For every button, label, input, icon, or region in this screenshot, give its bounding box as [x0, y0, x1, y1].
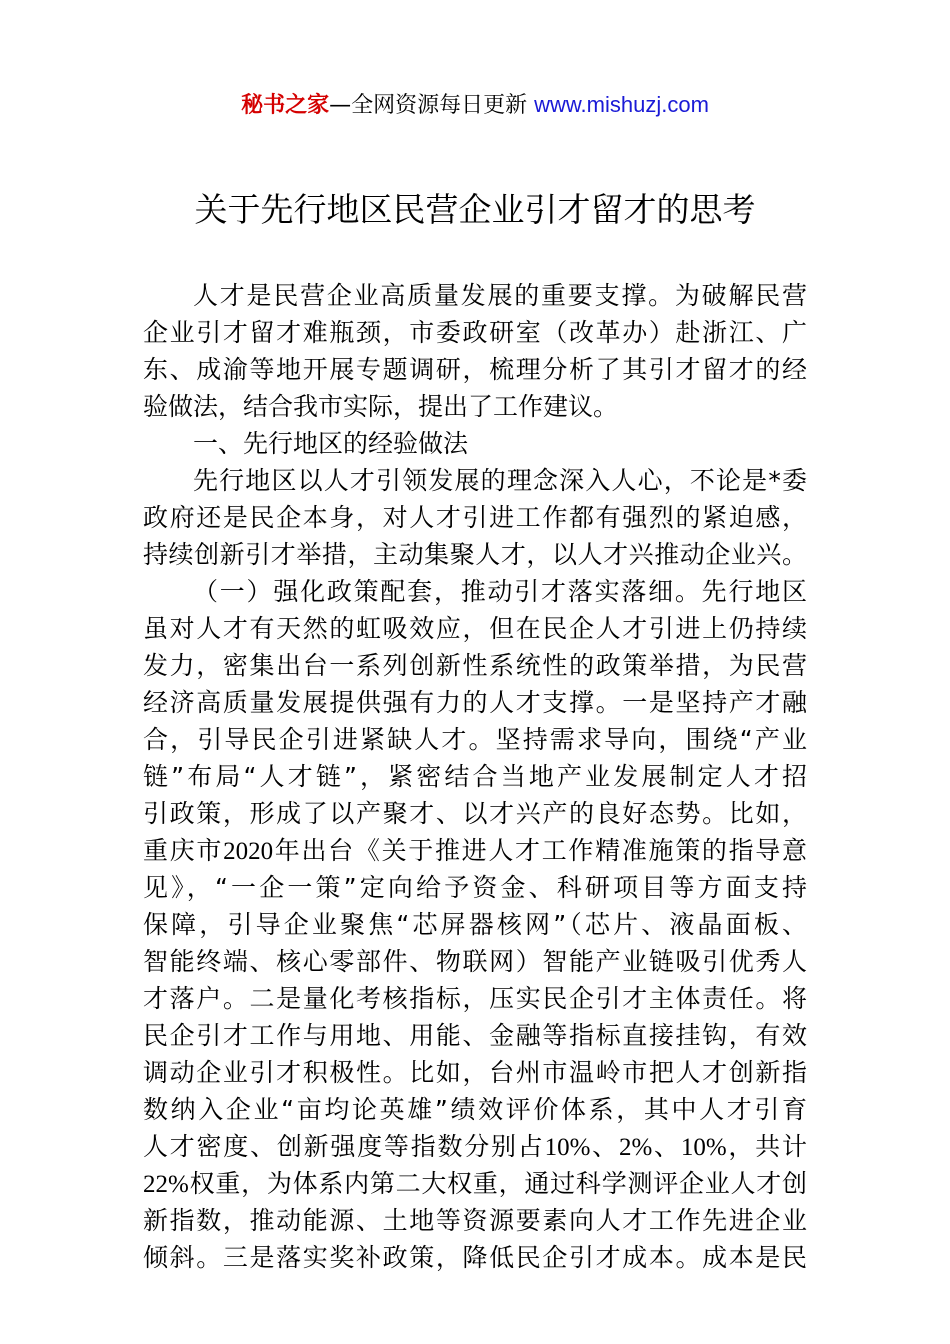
brand-name: 秘书之家 — [241, 93, 330, 118]
body-line: 持续创新引才举措，主动集聚人才，以人才兴推动企业兴。 — [143, 540, 807, 569]
header-url-link[interactable]: www.mishuzj.com — [534, 92, 709, 117]
number-text: 2% — [618, 1134, 653, 1161]
body-line: 引政策，形成了以产聚才、以才兴产的良好态势。比如， — [143, 799, 807, 828]
body-line: 链”布局“人才链”，紧密结合当地产业发展制定人才招 — [143, 762, 807, 791]
body-line: 民企引才工作与用地、用能、金融等指标直接挂钩，有效 — [143, 1021, 807, 1050]
body-line: 先行地区以人才引领发展的理念深入人心，不论是*委 — [193, 466, 807, 495]
watermark-header — [0, 88, 950, 123]
body-line: （一）强化政策配套，推动引才落实落细。先行地区 — [193, 577, 807, 606]
body-line: 企业引才留才难瓶颈，市委政研室（改革办）赴浙江、广 — [143, 318, 807, 347]
body-line: 发力，密集出台一系列创新性系统性的政策举措，为民营 — [143, 651, 807, 680]
body-line: 调动企业引才积极性。比如，台州市温岭市把人才创新指 — [143, 1058, 807, 1087]
body-line: 智能终端、核心零部件、物联网）智能产业链吸引优秀人 — [143, 947, 807, 976]
body-line: 东、成渝等地开展专题调研，梳理分析了其引才留才的经 — [143, 355, 807, 384]
body-line: 数纳入企业“亩均论英雄”绩效评价体系，其中人才引育 — [143, 1095, 807, 1124]
body-line: 才落户。二是量化考核指标，压实民企引才主体责任。将 — [143, 984, 807, 1013]
body-line: 验做法，结合我市实际，提出了工作建议。 — [143, 392, 619, 421]
number-text: 2020 — [223, 838, 274, 865]
body-line: 政府还是民企本身，对人才引进工作都有强烈的紧迫感， — [143, 503, 807, 532]
body-line: 保障，引导企业聚焦“芯屏器核网”（芯片、液晶面板、 — [143, 910, 807, 939]
body-line: 虽对人才有天然的虹吸效应，但在民企人才引进上仍持续 — [143, 614, 807, 643]
number-text: 10% — [544, 1134, 591, 1161]
document-body — [143, 277, 807, 1276]
body-line: 人才密度、创新强度等指数分别占10%、2%、10%，共计 — [143, 1132, 807, 1161]
body-line: 见》，“一企一策”定向给予资金、科研项目等方面支持 — [143, 873, 807, 902]
body-line: 倾斜。三是落实奖补政策，降低民企引才成本。成本是民 — [143, 1243, 807, 1272]
body-line: 22%权重，为体系内第二大权重，通过科学测评企业人才创 — [143, 1169, 807, 1198]
number-text: 22% — [143, 1171, 189, 1198]
number-text: 10% — [680, 1134, 727, 1161]
body-line: 经济高质量发展提供强有力的人才支撑。一是坚持产才融 — [143, 688, 807, 717]
body-line: 重庆市2020年出台《关于推进人才工作精准施策的指导意 — [143, 836, 807, 865]
body-line: 新指数，推动能源、土地等资源要素向人才工作先进企业 — [143, 1206, 807, 1235]
body-line: 一、先行地区的经验做法 — [193, 429, 469, 458]
body-line: 人才是民营企业高质量发展的重要支撑。为破解民营 — [193, 281, 807, 310]
header-slogan: —全网资源每日更新 — [329, 93, 535, 118]
body-line: 合，引导民企引进紧缺人才。坚持需求导向，围绕“产业 — [143, 725, 807, 754]
document-title: 关于先行地区民营企业引才留才的思考 — [194, 190, 756, 229]
